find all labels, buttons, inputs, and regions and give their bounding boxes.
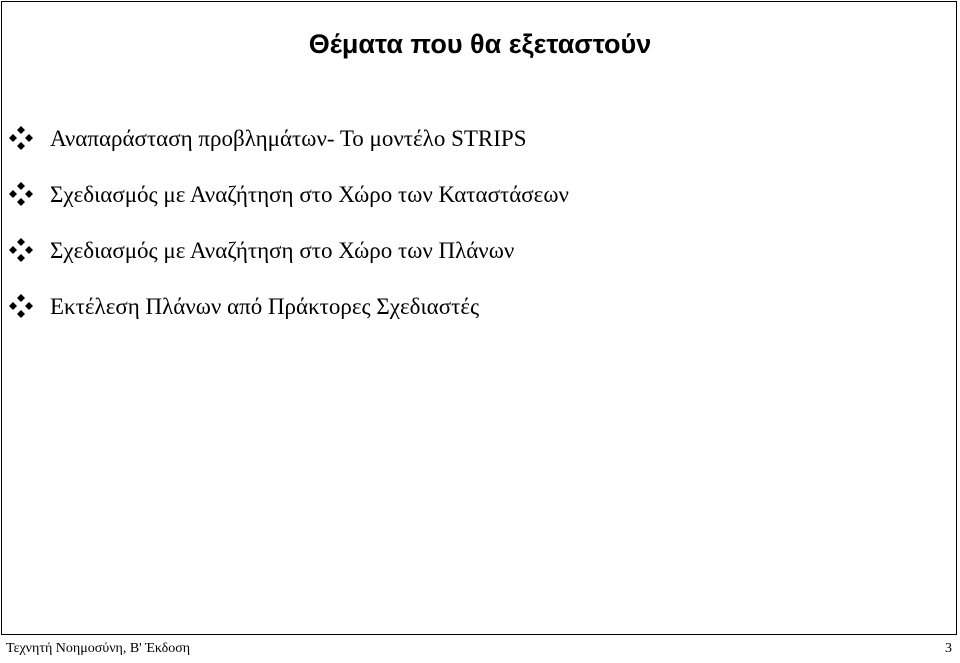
bullet-text-4: Εκτέλεση Πλάνων από Πράκτορες Σχεδιαστές [50,293,480,319]
diamond-quad-bullet-icon [8,181,34,207]
bullet-item-3 [8,222,569,278]
slide-title [0,28,960,60]
bullet-item-2 [8,166,569,222]
bullet-item-1 [8,110,569,166]
bullet-list [8,110,569,334]
page-number: 3 [945,641,952,656]
bullet-text-2: Σχεδιασμός με Αναζήτηση στο Χώρο των Καταστάσεων [50,181,569,207]
footer [0,637,960,663]
diamond-quad-bullet-icon [8,125,34,151]
bullet-text-1: Αναπαράσταση προβλημάτων- Το μοντέλο STRIPS [50,125,527,151]
diamond-quad-bullet-icon [8,293,34,319]
footer-book-title: Τεχνητή Νοημοσύνη, B' Έκδοση [6,641,191,656]
slide-title-text: Θέματα που θα εξεταστούν [308,29,652,59]
bullet-text-3: Σχεδιασμός με Αναζήτηση στο Χώρο των Πλάνων [50,237,515,263]
diamond-quad-bullet-icon [8,237,34,263]
bullet-item-4 [8,278,569,334]
